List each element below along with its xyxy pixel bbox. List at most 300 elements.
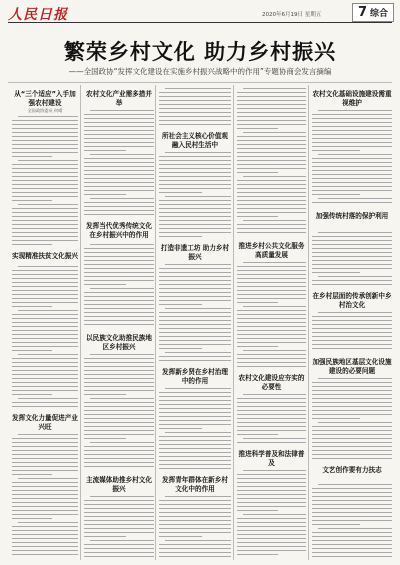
text-line: [159, 268, 231, 269]
text-line: [312, 394, 392, 395]
text-line: [159, 436, 231, 437]
text-line: [159, 452, 231, 453]
text-line: [159, 316, 231, 317]
text-line: [12, 294, 78, 295]
text-line: [237, 334, 306, 335]
text-line: [237, 216, 278, 217]
text-line: [159, 320, 231, 321]
text-line: [84, 374, 154, 375]
text-line: [12, 450, 78, 451]
text-line: [237, 426, 306, 427]
text-line: [318, 422, 392, 423]
text-line: [18, 354, 78, 355]
text-line: [12, 518, 52, 519]
text-line: [12, 240, 78, 241]
article-body: [237, 394, 306, 446]
text-line: [18, 310, 78, 311]
text-line: [12, 358, 78, 359]
text-line: [237, 172, 278, 173]
text-line: [12, 224, 78, 225]
article-body: [312, 110, 392, 208]
text-line: [84, 292, 154, 293]
text-line: [159, 180, 231, 181]
text-line: [165, 264, 231, 265]
text-line: [159, 516, 231, 517]
text-line: [237, 270, 306, 271]
text-line: [159, 504, 231, 505]
text-line: [12, 136, 78, 137]
page-number: 7: [357, 5, 368, 20]
text-line: [84, 114, 154, 115]
text-line: [237, 232, 306, 233]
text-line: [12, 394, 52, 395]
text-line: [312, 130, 392, 131]
text-line: [318, 232, 392, 233]
text-line: [165, 540, 231, 541]
text-line: [165, 152, 231, 153]
article-body: [12, 116, 78, 248]
text-line: [159, 104, 231, 105]
text-line: [84, 438, 126, 439]
text-line: [12, 458, 78, 459]
text-line: [12, 490, 78, 491]
text-line: [84, 520, 154, 521]
text-line: [237, 156, 306, 157]
text-line: [12, 286, 78, 287]
text-line: [84, 186, 154, 187]
text-line: [159, 228, 231, 229]
text-line: [159, 288, 231, 289]
article-body: [237, 88, 306, 238]
text-line: [159, 344, 231, 345]
text-line: [159, 420, 231, 421]
text-line: [312, 146, 392, 147]
text-line: [159, 120, 231, 121]
text-line: [84, 390, 154, 391]
text-line: [312, 320, 392, 321]
text-line: [237, 298, 306, 299]
text-line: [159, 444, 231, 445]
page-section-name: 综合: [370, 9, 389, 19]
text-line: [12, 172, 78, 173]
text-line: [159, 280, 231, 281]
text-line: [237, 200, 306, 201]
text-line: [237, 192, 306, 193]
text-line: [84, 118, 154, 119]
column-rule: [80, 85, 81, 560]
text-line: [12, 362, 78, 363]
text-line: [12, 350, 52, 351]
article-title: 农村文化产业需多措并举: [86, 90, 152, 107]
text-line: [237, 212, 306, 213]
text-line: [237, 314, 306, 315]
text-line: [318, 484, 392, 485]
text-line: [312, 252, 392, 253]
text-line: [84, 366, 154, 367]
text-line: [312, 268, 392, 269]
text-line: [84, 430, 154, 431]
text-line: [312, 556, 392, 557]
text-line: [84, 182, 154, 183]
article-body: [12, 266, 78, 410]
text-line: [237, 148, 306, 149]
text-line: [84, 378, 154, 379]
dateline: 2020年6月19日 星期五: [262, 12, 322, 18]
text-line: [237, 546, 306, 547]
text-line: [318, 528, 392, 529]
text-line: [159, 456, 231, 457]
text-line: [243, 176, 306, 177]
text-line: [237, 522, 306, 523]
text-line: [312, 504, 392, 505]
text-line: [237, 152, 306, 153]
text-line: [312, 536, 392, 537]
text-line: [312, 496, 392, 497]
text-line: [159, 96, 231, 97]
text-line: [84, 434, 154, 435]
text-line: [90, 244, 154, 245]
text-line: [84, 248, 154, 249]
text-line: [159, 360, 231, 361]
text-line: [318, 312, 392, 313]
text-line: [159, 200, 231, 201]
article-body: [84, 496, 154, 560]
text-line: [318, 276, 392, 277]
text-line: [12, 306, 52, 307]
text-line: [84, 174, 154, 175]
text-line: [312, 122, 392, 123]
text-line: [12, 342, 78, 343]
text-line: [312, 336, 392, 337]
text-line: [312, 406, 392, 407]
text-line: [159, 108, 231, 109]
text-line: [84, 406, 154, 407]
text-line: [165, 496, 231, 497]
text-line: [243, 88, 306, 89]
text-line: [12, 200, 52, 201]
text-line: [90, 398, 154, 399]
text-line: [312, 264, 392, 265]
text-line: [159, 552, 231, 553]
text-line: [84, 426, 154, 427]
text-line: [159, 340, 231, 341]
text-line: [237, 266, 306, 267]
text-line: [312, 340, 392, 341]
article-body: [159, 152, 231, 240]
text-line: [84, 126, 154, 127]
text-line: [84, 500, 154, 501]
text-line: [318, 198, 392, 199]
text-line: [165, 196, 231, 197]
text-line: [237, 180, 306, 181]
text-line: [84, 312, 154, 313]
text-line: [84, 524, 154, 525]
text-line: [243, 394, 306, 395]
article-body: [159, 388, 231, 472]
text-line: [90, 288, 154, 289]
text-line: [84, 382, 154, 383]
text-line: [84, 462, 154, 463]
text-line: [237, 554, 278, 555]
text-line: [237, 402, 306, 403]
text-line: [12, 164, 78, 165]
text-line: [12, 290, 78, 291]
text-line: [12, 538, 78, 539]
text-line: [243, 350, 306, 351]
text-line: [237, 358, 306, 359]
text-line: [12, 554, 78, 555]
text-line: [312, 500, 392, 501]
text-line: [12, 278, 78, 279]
text-line: [12, 120, 78, 121]
text-line: [12, 128, 78, 129]
text-line: [84, 466, 154, 467]
text-line: [237, 362, 306, 363]
text-line: [312, 552, 392, 553]
text-line: [165, 88, 231, 89]
text-line: [312, 260, 392, 261]
article-body: [84, 354, 154, 472]
text-line: [237, 164, 306, 165]
text-line: [84, 170, 154, 171]
article-title: 发挥文化力量促进产业兴旺: [12, 414, 78, 431]
text-line: [243, 470, 306, 471]
text-line: [312, 174, 392, 175]
text-line: [312, 118, 392, 119]
text-line: [12, 196, 78, 197]
text-line: [312, 190, 392, 191]
text-line: [159, 224, 231, 225]
text-line: [84, 544, 154, 545]
article-title: 加强传统村落的保护利用: [315, 212, 389, 220]
text-line: [12, 374, 78, 375]
text-line: [159, 460, 231, 461]
text-line: [12, 298, 78, 299]
text-line: [237, 530, 306, 531]
text-line: [159, 548, 231, 549]
text-line: [84, 272, 154, 273]
text-line: [159, 232, 231, 233]
text-line: [312, 402, 392, 403]
text-line: [312, 344, 392, 345]
text-line: [318, 378, 392, 379]
text-line: [237, 330, 306, 331]
text-line: [159, 216, 231, 217]
text-line: [159, 168, 231, 169]
article-title: 农村文化基础设施建设需重视维护: [312, 90, 392, 107]
text-line: [312, 162, 392, 163]
text-line: [12, 406, 78, 407]
text-line: [90, 496, 154, 497]
text-line: [84, 556, 154, 557]
text-line: [312, 150, 360, 151]
text-line: [12, 386, 78, 387]
text-line: [159, 272, 231, 273]
text-line: [84, 252, 154, 253]
text-line: [12, 470, 78, 471]
article-title: 打造非遗工坊 助力乡村振兴: [160, 244, 230, 261]
text-line: [84, 422, 154, 423]
text-line: [312, 540, 392, 541]
text-line: [159, 296, 231, 297]
text-line: [237, 168, 306, 169]
text-line: [312, 134, 392, 135]
text-line: [237, 422, 306, 423]
text-line: [237, 100, 306, 101]
text-line: [12, 514, 78, 515]
article-body: [84, 110, 154, 218]
text-line: [84, 320, 154, 321]
text-line: [312, 418, 360, 419]
text-line: [84, 142, 154, 143]
text-line: [165, 308, 231, 309]
text-line: [12, 474, 52, 475]
text-line: [312, 438, 392, 439]
text-line: [237, 108, 306, 109]
text-line: [12, 232, 78, 233]
text-line: [159, 468, 231, 469]
text-line: [237, 342, 306, 343]
text-line: [12, 124, 78, 125]
text-line: [159, 520, 231, 521]
text-line: [312, 524, 360, 525]
text-line: [12, 446, 78, 447]
text-line: [12, 314, 78, 315]
text-line: [12, 318, 78, 319]
headline-divider: [8, 82, 392, 83]
text-line: [12, 378, 78, 379]
text-line: [84, 158, 154, 159]
column-rule: [155, 85, 156, 560]
text-line: [312, 516, 392, 517]
text-line: [312, 442, 392, 443]
text-line: [159, 312, 231, 313]
text-line: [84, 256, 154, 257]
text-line: [90, 110, 154, 111]
article-title: 推进科学普及和法律普及: [238, 450, 305, 467]
text-line: [12, 498, 78, 499]
text-line: [237, 208, 306, 209]
text-line: [84, 150, 126, 151]
text-line: [84, 260, 154, 261]
article-title: 实现精准扶贫文化振兴: [12, 252, 78, 260]
text-line: [84, 284, 126, 285]
text-line: [84, 504, 154, 505]
text-line: [84, 178, 154, 179]
text-line: [159, 176, 231, 177]
text-line: [84, 454, 154, 455]
text-line: [84, 536, 126, 537]
text-line: [84, 528, 154, 529]
text-line: [159, 532, 231, 533]
text-line: [159, 220, 231, 221]
text-line: [159, 464, 231, 465]
text-line: [237, 518, 306, 519]
text-line: [312, 202, 392, 203]
text-line: [90, 154, 154, 155]
text-line: [159, 440, 231, 441]
text-line: [237, 478, 306, 479]
text-line: [312, 398, 392, 399]
text-line: [84, 446, 154, 447]
text-line: [84, 134, 154, 135]
text-line: [18, 116, 78, 117]
text-line: [159, 396, 231, 397]
article-title: 发挥青年群体在新乡村文化中的作用: [162, 476, 228, 493]
text-line: [84, 316, 154, 317]
text-line: [12, 148, 78, 149]
article-title: 发挥新乡贤在乡村治理中的作用: [162, 368, 228, 385]
text-line: [12, 132, 78, 133]
text-line: [159, 100, 231, 101]
text-line: [312, 194, 360, 195]
text-line: [84, 458, 154, 459]
text-line: [237, 406, 306, 407]
text-line: [159, 284, 231, 285]
text-line: [237, 526, 306, 527]
text-line: [84, 324, 154, 325]
text-line: [18, 434, 78, 435]
text-line: [12, 188, 78, 189]
text-line: [12, 370, 78, 371]
text-line: [237, 160, 306, 161]
article-body: [312, 312, 392, 354]
text-line: [312, 508, 392, 509]
text-line: [237, 506, 306, 507]
text-line: [237, 398, 306, 399]
text-line: [159, 300, 231, 301]
text-line: [159, 324, 231, 325]
text-line: [90, 442, 154, 443]
text-line: [84, 304, 154, 305]
text-line: [12, 366, 78, 367]
text-line: [18, 204, 78, 205]
text-line: [159, 192, 202, 193]
text-line: [12, 486, 78, 487]
text-line: [12, 482, 78, 483]
text-line: [237, 318, 306, 319]
text-line: [243, 220, 306, 221]
text-line: [237, 418, 306, 419]
text-line: [84, 308, 154, 309]
text-line: [318, 110, 392, 111]
text-line: [237, 92, 306, 93]
text-line: [159, 500, 231, 501]
article-title: 文艺创作要有力扶志: [322, 466, 382, 474]
text-line: [237, 310, 306, 311]
text-line: [159, 292, 231, 293]
text-line: [312, 414, 392, 415]
text-line: [84, 410, 154, 411]
text-line: [12, 244, 52, 245]
text-line: [84, 370, 154, 371]
text-line: [243, 438, 306, 439]
text-line: [12, 438, 78, 439]
text-line: [237, 96, 306, 97]
text-line: [12, 462, 78, 463]
text-line: [237, 442, 306, 443]
text-line: [159, 304, 202, 305]
text-line: [159, 164, 231, 165]
text-line: [237, 124, 306, 125]
text-line: [237, 366, 306, 367]
text-line: [84, 548, 154, 549]
text-line: [312, 170, 392, 171]
text-line: [237, 410, 306, 411]
text-line: [237, 282, 306, 283]
text-line: [18, 522, 78, 523]
text-line: [159, 212, 231, 213]
